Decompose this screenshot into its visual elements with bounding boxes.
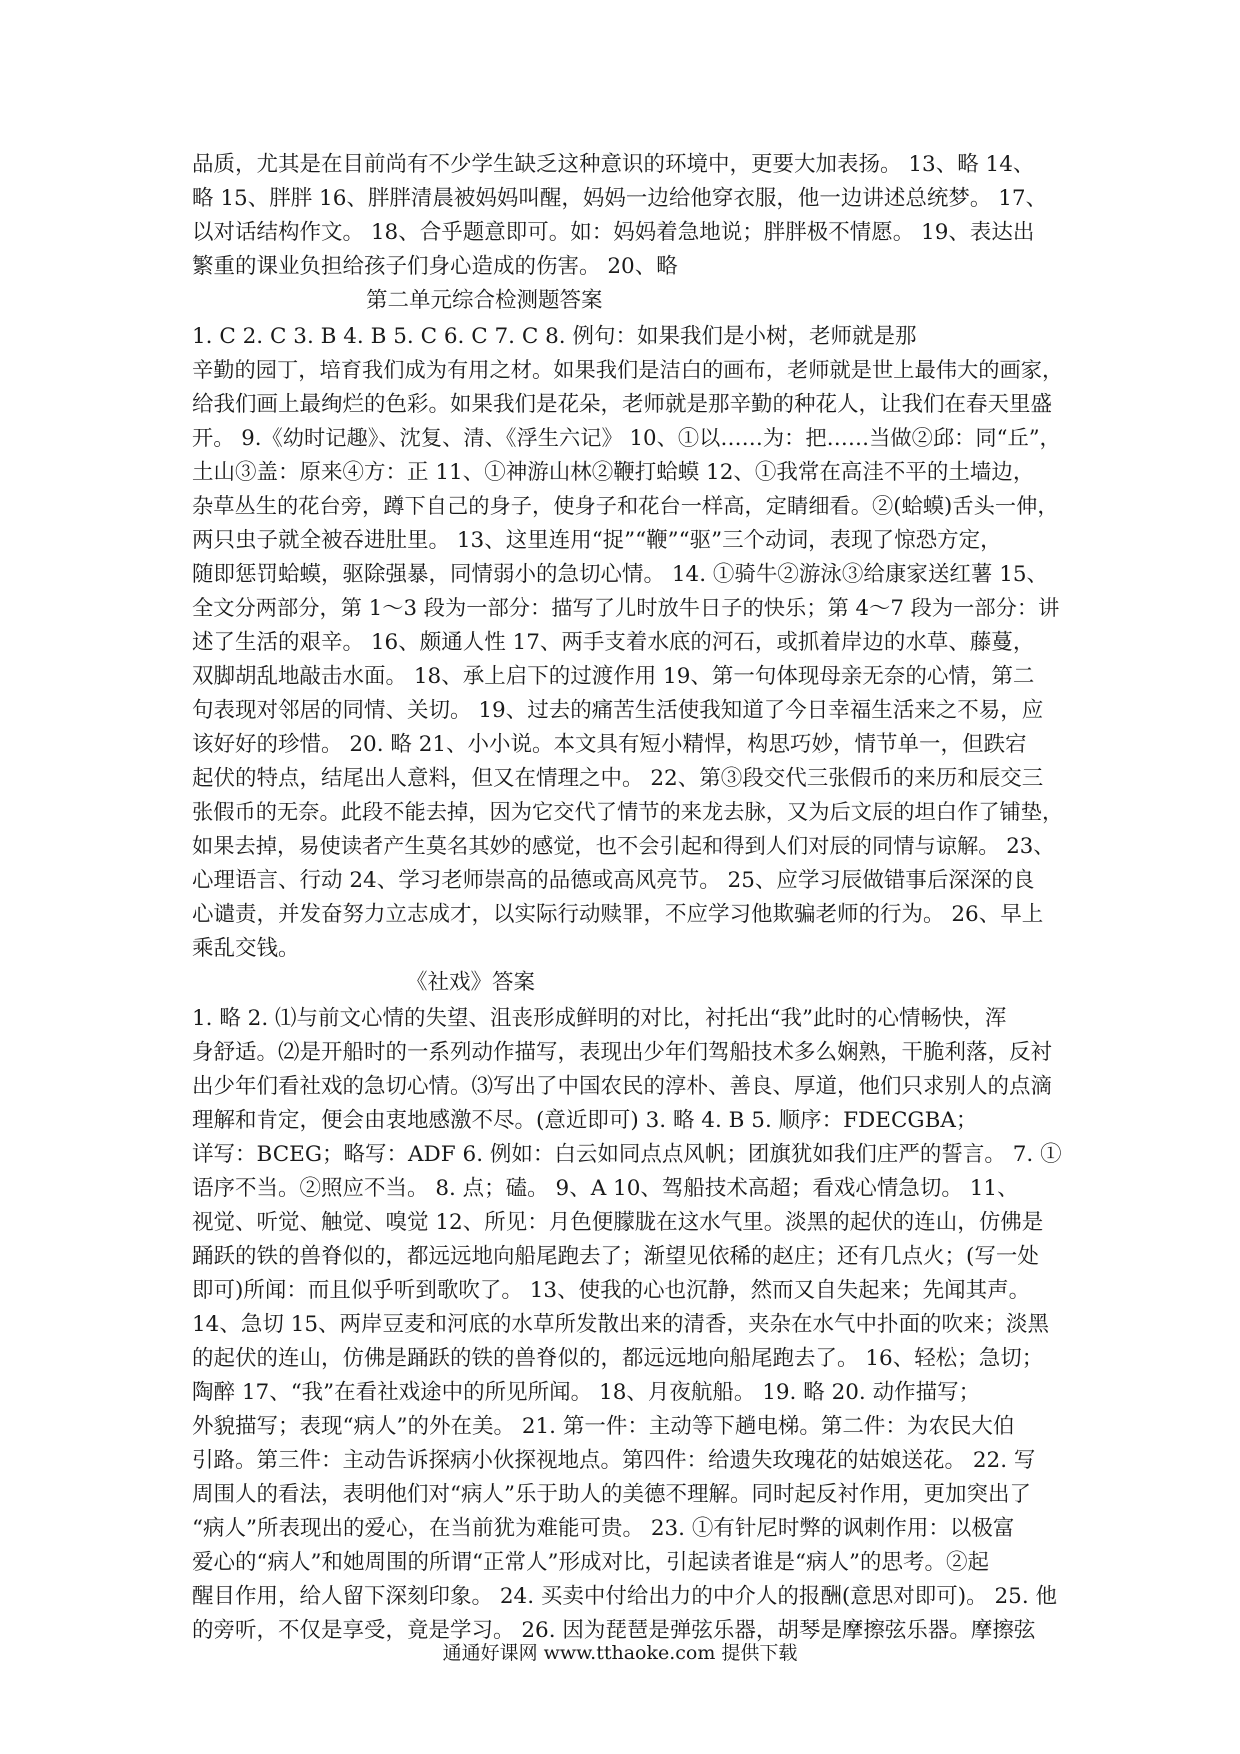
text-line: 视觉、听觉、触觉、嗅觉 12、所见：月色便朦胧在这水气里。淡黑的起伏的连山，仿佛是 xyxy=(192,1210,1044,1235)
text-line: 周围人的看法，表明他们对“病人”乐于助人的美德不理解。同时起反衬作用，更加突出了 xyxy=(192,1482,1031,1507)
text-line: 如果去掉，易使读者产生莫名其妙的感觉，也不会引起和得到人们对辰的同情与谅解。 23、 xyxy=(192,834,1055,859)
text-line: 理解和肯定，便会由衷地感激不尽。(意近即可) 3. 略 4. B 5. 顺序：FDECGBA； xyxy=(192,1108,978,1133)
section-3-title: 《社戏》答案 xyxy=(406,970,536,995)
text-line: 1. 略 2. ⑴与前文心情的失望、沮丧形成鲜明的对比，衬托出“我”此时的心情畅快，浑 xyxy=(192,1006,1007,1031)
text-line: 踊跃的铁的兽脊似的，都远远地向船尾跑去了；渐望见依稀的赵庄；还有几点火；(写一处 xyxy=(192,1244,1039,1269)
footer-credit: 通通好课网 www.tthaoke.com 提供下载 xyxy=(442,1642,798,1664)
text-line: 繁重的课业负担给孩子们身心造成的伤害。 20、略 xyxy=(192,254,678,279)
text-line: 引路。第三件：主动告诉探病小伙探视地点。第四件：给遗失玫瑰花的姑娘送花。 22. 写 xyxy=(192,1448,1036,1473)
text-line: 爱心的“病人”和她周围的所谓“正常人”形成对比，引起读者谁是“病人”的思考。②起 xyxy=(192,1550,989,1575)
text-line: 两只虫子就全被吞进肚里。 13、这里连用“捉”“鞭”“驱”三个动词，表现了惊恐方定， xyxy=(192,528,1002,553)
text-line: 即可)所闻：而且似乎听到歌吹了。 13、使我的心也沉静，然而又自失起来；先闻其声。 xyxy=(192,1278,1031,1303)
text-line: 身舒适。⑵是开船时的一系列动作描写，表现出少年们驾船技术多么娴熟，干脆利落，反衬 xyxy=(192,1040,1053,1065)
text-line: 句表现对邻居的同情、关切。 19、过去的痛苦生活使我知道了今日幸福生活来之不易，应 xyxy=(192,698,1044,723)
text-line: 详写：BCEG；略写：ADF 6. 例如：白云如同点点风帆；团旗犹如我们庄严的誓言。 7. ① xyxy=(192,1142,1062,1167)
text-line: 1. C 2. C 3. B 4. B 5. C 6. C 7. C 8. 例句：如果我们是小树，老师就是那 xyxy=(192,324,917,349)
text-line: 醒目作用，给人留下深刻印象。 24. 买卖中付给出力的中介人的报酬(意思对即可)。 25. 他 xyxy=(192,1584,1058,1609)
text-line: “病人”所表现出的爱心，在当前犹为难能可贵。 23. ①有针尼时弊的讽刺作用：以极富 xyxy=(192,1516,1015,1541)
section-2-title: 第二单元综合检测题答案 xyxy=(366,288,603,313)
text-line: 的起伏的连山，仿佛是踊跃的铁的兽脊似的，都远远地向船尾跑去了。 16、轻松；急切； xyxy=(192,1346,1044,1371)
text-line: 杂草丛生的花台旁，蹲下自己的身子，使身子和花台一样高，定睛细看。②(蛤蟆)舌头一伸， xyxy=(192,494,1059,519)
text-line: 辛勤的园丁，培育我们成为有用之材。如果我们是洁白的画布，老师就是世上最伟大的画家， xyxy=(192,358,1064,383)
text-line: 乘乱交钱。 xyxy=(192,936,300,961)
text-line: 语序不当。②照应不当。 8. 点；磕。 9、A 10、驾船技术高超；看戏心情急切。 11、 xyxy=(192,1176,1019,1201)
text-line: 14、急切 15、两岸豆麦和河底的水草所发散出来的清香，夹杂在水气中扑面的吹来；淡黑 xyxy=(192,1312,1050,1337)
text-line: 品质，尤其是在目前尚有不少学生缺乏这种意识的环境中，更要大加表扬。 13、略 14、 xyxy=(192,152,1035,177)
text-line: 全文分两部分，第 1～3 段为一部分：描写了儿时放牛日子的快乐；第 4～7 段为一部分：讲 xyxy=(192,596,1060,621)
text-line: 张假币的无奈。此段不能去掉，因为它交代了情节的来龙去脉，又为后文辰的坦白作了铺垫， xyxy=(192,800,1064,825)
document-body xyxy=(192,148,1064,1648)
text-line: 土山③盖：原来④方：正 11、①神游山林②鞭打蛤蟆 12、①我常在高洼不平的土墙边， xyxy=(192,460,1035,485)
text-line: 以对话结构作文。 18、合乎题意即可。如：妈妈着急地说；胖胖极不情愿。 19、表达出 xyxy=(192,220,1035,245)
text-line: 该好好的珍惜。 20. 略 21、小小说。本文具有短小精悍，构思巧妙，情节单一，但跌宕 xyxy=(192,732,1027,757)
text-line: 给我们画上最绚烂的色彩。如果我们是花朵，老师就是那辛勤的种花人，让我们在春天里盛 xyxy=(192,392,1053,417)
text-line: 双脚胡乱地敲击水面。 18、承上启下的过渡作用 19、第一句体现母亲无奈的心情，第二 xyxy=(192,664,1035,689)
text-line: 陶醉 17、“我”在看社戏途中的所见所闻。 18、月夜航船。 19. 略 20. 动作描写； xyxy=(192,1380,981,1405)
text-line: 略 15、胖胖 16、胖胖清晨被妈妈叫醒，妈妈一边给他穿衣服，他一边讲述总统梦。 17、 xyxy=(192,186,1048,211)
text-line: 心谴责，并发奋努力立志成才，以实际行动赎罪，不应学习他欺骗老师的行为。 26、早上 xyxy=(192,902,1044,927)
text-line: 外貌描写；表现“病人”的外在美。 21. 第一件：主动等下趟电梯。第二件：为农民大伯 xyxy=(192,1414,1015,1439)
text-line: 述了生活的艰辛。 16、颇通人性 17、两手支着水底的河石，或抓着岸边的水草、藤蔓， xyxy=(192,630,1035,655)
section-1-text xyxy=(192,148,1064,284)
text-line: 随即惩罚蛤蟆，驱除强暴，同情弱小的急切心情。 14. ①骑牛②游泳③给康家送红薯 15、 xyxy=(192,562,1049,587)
text-line: 起伏的特点，结尾出人意料，但又在情理之中。 22、第③段交代三张假币的来历和辰交三 xyxy=(192,766,1044,791)
section-3-text xyxy=(192,1002,1064,1648)
section-2-text xyxy=(192,320,1064,966)
text-line: 的旁听，不仅是享受，竟是学习。 26. 因为琵琶是弹弦乐器，胡琴是摩擦弦乐器。摩擦弦 xyxy=(192,1618,1036,1643)
text-line: 出少年们看社戏的急切心情。⑶写出了中国农民的淳朴、善良、厚道，他们只求别人的点滴 xyxy=(192,1074,1053,1099)
text-line: 心理语言、行动 24、学习老师崇高的品德或高风亮节。 25、应学习辰做错事后深深的良 xyxy=(192,868,1035,893)
text-line: 开。 9.《幼时记趣》、沈复、清、《浮生六记》 10、①以……为：把……当做②邱：同“丘”， xyxy=(192,426,1061,451)
